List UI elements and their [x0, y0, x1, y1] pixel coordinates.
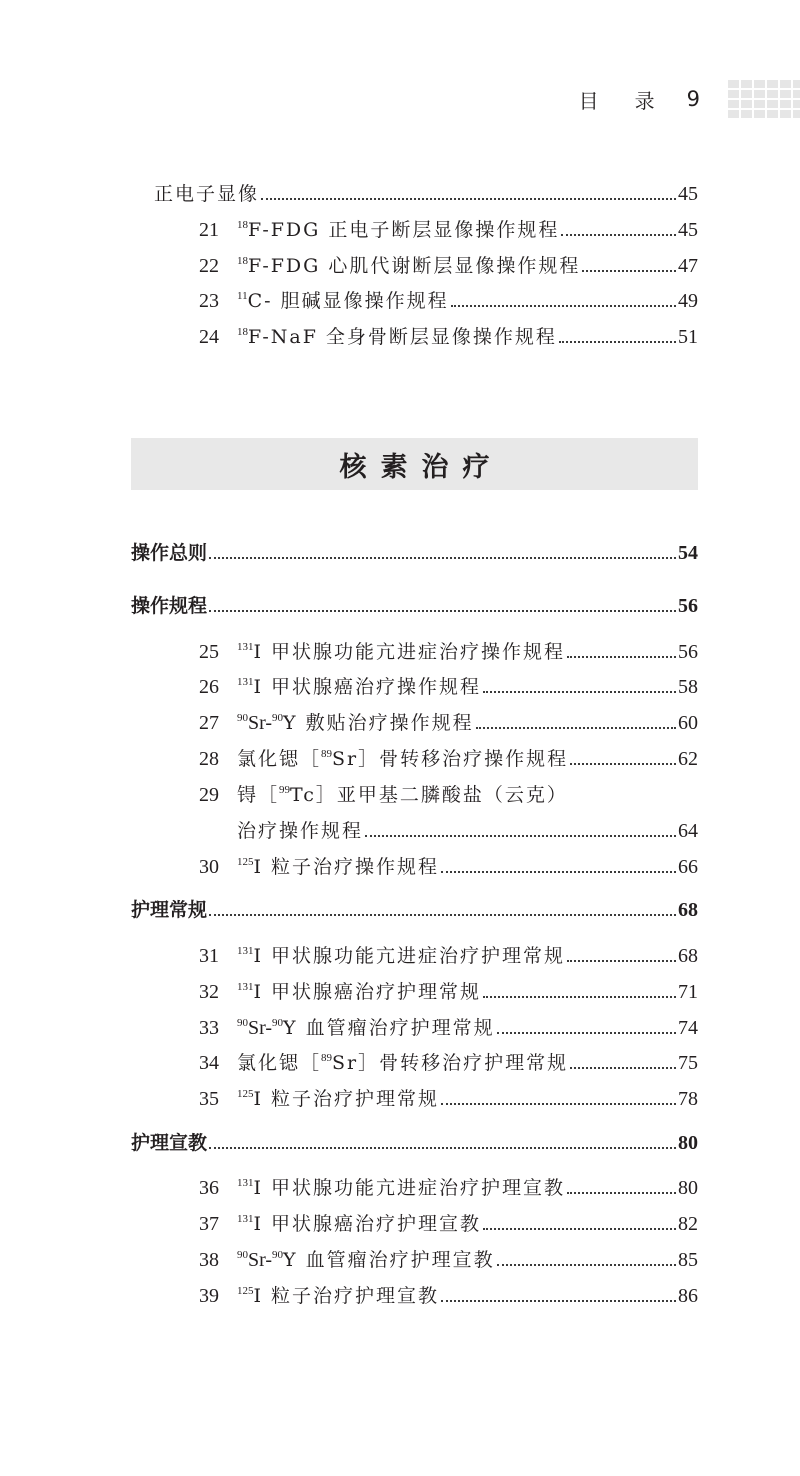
dot-leader	[209, 1147, 676, 1149]
toc-entry-page: 86	[678, 1285, 698, 1307]
toc-entry-24[interactable]	[199, 323, 698, 351]
dot-leader	[570, 1067, 676, 1069]
dot-leader	[567, 656, 676, 658]
toc-entry-title: Y 敷贴治疗操作规程	[283, 712, 474, 734]
toc-entry-31[interactable]	[199, 942, 698, 970]
toc-section-nursing[interactable]	[131, 896, 698, 924]
isotope-mass: 90	[237, 712, 248, 724]
header-page-number: 9	[686, 87, 700, 111]
isotope-mass: 125	[237, 1088, 254, 1100]
toc-entry-page: 78	[678, 1088, 698, 1110]
toc-entry-title: I 甲状腺功能亢进症治疗操作规程	[253, 641, 566, 663]
toc-entry-prefix: 氯化锶［	[237, 748, 322, 770]
toc-entry-page: 71	[678, 981, 698, 1003]
toc-entry-title: I 甲状腺功能亢进症治疗护理常规	[253, 945, 566, 967]
isotope-mass: 18	[237, 255, 248, 267]
dot-leader	[483, 1228, 676, 1230]
toc-entry-page: 62	[678, 748, 698, 770]
toc-entry-28[interactable]	[199, 745, 698, 773]
toc-entry-page: 45	[678, 219, 698, 241]
dot-leader	[441, 1103, 676, 1105]
toc-entry-37[interactable]	[199, 1210, 698, 1238]
isotope-mass: 125	[237, 856, 254, 868]
toc-entry-number: 37	[199, 1213, 219, 1235]
toc-entry-35[interactable]	[199, 1085, 698, 1113]
dot-leader	[209, 610, 676, 612]
toc-entry-33[interactable]	[199, 1014, 698, 1042]
toc-entry-prefix: 氯化锶［	[237, 1052, 322, 1074]
toc-entry-title: I 粒子治疗护理常规	[253, 1088, 440, 1110]
toc-section-page: 54	[678, 542, 698, 564]
toc-entry-title: C- 胆碱显像操作规程	[247, 290, 449, 312]
dot-leader	[209, 557, 676, 559]
dot-leader	[451, 305, 676, 307]
toc-entry-title: I 甲状腺癌治疗护理宣教	[253, 1213, 482, 1235]
dot-leader	[559, 341, 676, 343]
toc-entry-number: 35	[199, 1088, 219, 1110]
toc-entry-page: 85	[678, 1249, 698, 1271]
isotope-mass: 90	[272, 712, 284, 724]
dot-leader	[261, 198, 676, 200]
isotope-mass: 18	[237, 219, 248, 231]
toc-entry-title: 正电子显像	[154, 183, 260, 205]
toc-entry-number: 39	[199, 1285, 219, 1307]
isotope-symbol: Sr-	[248, 1017, 273, 1039]
toc-entry-30[interactable]	[199, 853, 698, 881]
toc-entry-title: I 甲状腺功能亢进症治疗护理宣教	[253, 1177, 566, 1199]
toc-entry-number: 36	[199, 1177, 219, 1199]
toc-entry-page: 64	[678, 820, 698, 842]
isotope-mass: 90	[272, 1249, 284, 1261]
isotope-symbol: Sr-	[248, 712, 273, 734]
toc-entry-36[interactable]	[199, 1174, 698, 1202]
isotope-mass: 125	[237, 1285, 254, 1297]
isotope-mass: 131	[237, 1213, 254, 1225]
toc-entry-page: 47	[678, 255, 698, 277]
part-banner	[131, 438, 698, 490]
toc-entry-number: 26	[199, 676, 219, 698]
isotope-mass: 90	[237, 1017, 248, 1029]
toc-entry-number: 22	[199, 255, 219, 277]
toc-entry-title: I 甲状腺癌治疗护理常规	[253, 981, 482, 1003]
toc-section-title: 护理常规	[131, 899, 208, 921]
header-section-title: 目录	[578, 88, 691, 113]
dot-leader	[209, 914, 676, 916]
toc-entry-page: 51	[678, 326, 698, 348]
toc-entry-title: Y 血管瘤治疗护理宣教	[283, 1249, 495, 1271]
toc-entry-21[interactable]	[199, 216, 698, 244]
toc-section-general[interactable]	[131, 539, 698, 567]
dot-leader	[441, 1300, 676, 1302]
toc-entry-title: F-FDG 正电子断层显像操作规程	[248, 219, 560, 241]
part-title: 核素治疗	[339, 451, 504, 483]
toc-section-page: 68	[678, 899, 698, 921]
dot-leader	[570, 763, 676, 765]
toc-entry-page: 80	[678, 1177, 698, 1199]
isotope-mass: 99	[279, 784, 291, 796]
dot-leader	[567, 1192, 676, 1194]
toc-entry-29-line1[interactable]	[199, 781, 568, 809]
toc-entry-title: F-NaF 全身骨断层显像操作规程	[248, 326, 557, 348]
running-header	[579, 84, 700, 114]
toc-entry-title: F-FDG 心肌代谢断层显像操作规程	[248, 255, 581, 277]
isotope-mass: 131	[237, 945, 254, 957]
dot-leader	[567, 960, 676, 962]
dot-leader	[561, 234, 676, 236]
toc-section-page: 80	[678, 1132, 698, 1154]
toc-entry-title-continued: 治疗操作规程	[237, 820, 364, 842]
dot-leader	[483, 691, 676, 693]
toc-entry-page: 56	[678, 641, 698, 663]
toc-section-title: 操作规程	[131, 595, 208, 617]
toc-entry-29-line2[interactable]	[237, 817, 698, 845]
isotope-mass: 90	[272, 1017, 284, 1029]
dot-leader	[582, 270, 676, 272]
header-decoration	[728, 80, 800, 118]
toc-entry-27[interactable]	[199, 709, 698, 737]
dot-leader	[497, 1032, 676, 1034]
toc-entry-page: 60	[678, 712, 698, 734]
isotope-mass: 18	[237, 326, 248, 338]
toc-entry-title: Sr］骨转移治疗护理常规	[332, 1052, 569, 1074]
toc-entry-page: 82	[678, 1213, 698, 1235]
toc-entry-number: 31	[199, 945, 219, 967]
toc-entry-26[interactable]	[199, 673, 698, 701]
toc-entry-32[interactable]	[199, 978, 698, 1006]
toc-entry-page: 49	[678, 290, 698, 312]
toc-entry-number: 27	[199, 712, 219, 734]
toc-entry-page: 68	[678, 945, 698, 967]
toc-entry-25[interactable]	[199, 638, 698, 666]
toc-entry-title: I 粒子治疗护理宣教	[253, 1285, 440, 1307]
toc-entry-39[interactable]	[199, 1282, 698, 1310]
isotope-mass: 89	[321, 748, 333, 760]
toc-entry-page: 74	[678, 1017, 698, 1039]
toc-entry-prefix: 锝［	[237, 784, 280, 806]
toc-entry-number: 29	[199, 784, 219, 806]
toc-entry-title: Y 血管瘤治疗护理常规	[283, 1017, 495, 1039]
toc-entry-number: 38	[199, 1249, 219, 1271]
toc-entry-number: 23	[199, 290, 219, 312]
toc-entry-page: 75	[678, 1052, 698, 1074]
toc-entry-title: I 粒子治疗操作规程	[253, 856, 440, 878]
isotope-symbol: Sr-	[248, 1249, 273, 1271]
isotope-mass: 11	[237, 290, 248, 302]
toc-section-procedures[interactable]	[131, 592, 698, 620]
toc-entry-page: 66	[678, 856, 698, 878]
dot-leader	[476, 727, 676, 729]
toc-section-page: 56	[678, 595, 698, 617]
toc-section-title: 护理宣教	[131, 1132, 208, 1154]
isotope-mass: 131	[237, 1177, 254, 1189]
toc-entry-number: 25	[199, 641, 219, 663]
toc-entry-number: 34	[199, 1052, 219, 1074]
toc-entry-title: Sr］骨转移治疗操作规程	[332, 748, 569, 770]
toc-entry-title: I 甲状腺癌治疗操作规程	[253, 676, 482, 698]
toc-entry-page: 58	[678, 676, 698, 698]
toc-entry-number: 33	[199, 1017, 219, 1039]
toc-entry-title: Tc］亚甲基二膦酸盐（云克）	[290, 784, 568, 806]
isotope-mass: 131	[237, 641, 254, 653]
isotope-mass: 131	[237, 676, 254, 688]
dot-leader	[483, 996, 676, 998]
toc-entry-pet[interactable]	[154, 180, 698, 208]
isotope-mass: 89	[321, 1052, 333, 1064]
dot-leader	[441, 871, 676, 873]
toc-entry-34[interactable]	[199, 1049, 698, 1077]
dot-leader	[497, 1264, 676, 1266]
toc-entry-23[interactable]	[199, 287, 698, 315]
toc-section-title: 操作总则	[131, 542, 208, 564]
toc-section-education[interactable]	[131, 1129, 698, 1157]
toc-entry-number: 24	[199, 326, 219, 348]
toc-entry-page: 45	[678, 183, 698, 205]
toc-entry-number: 30	[199, 856, 219, 878]
toc-entry-number: 32	[199, 981, 219, 1003]
isotope-mass: 131	[237, 981, 254, 993]
isotope-mass: 90	[237, 1249, 248, 1261]
toc-entry-number: 28	[199, 748, 219, 770]
dot-leader	[365, 835, 676, 837]
toc-entry-number: 21	[199, 219, 219, 241]
toc-entry-38[interactable]	[199, 1246, 698, 1274]
toc-entry-22[interactable]	[199, 252, 698, 280]
